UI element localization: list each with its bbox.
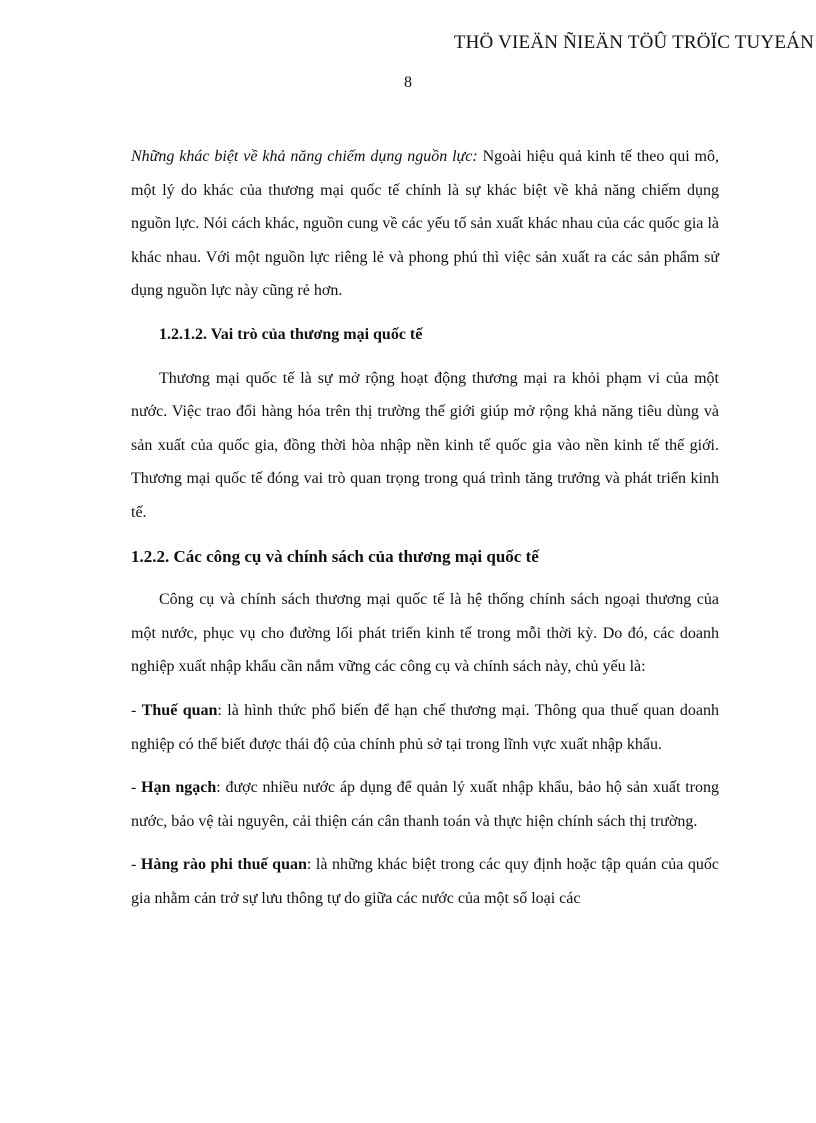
paragraph-lead: Những khác biệt về khả năng chiếm dụng nguồn lực: <box>131 148 478 165</box>
list-bullet: - <box>131 779 142 797</box>
list-term: Hàng rào phi thuế quan <box>140 856 307 874</box>
list-bullet: - <box>131 856 141 874</box>
page-number: 8 <box>404 74 412 91</box>
list-text: : là những khác biệt trong các quy định hoặc tập quán của quốc gia nhằm cản trở sự lưu thông tự do giữa các nước của một số loại các <box>131 856 720 907</box>
document-body <box>131 140 719 915</box>
list-text: : được nhiều nước áp dụng để quản lý xuất nhập khẩu, bảo hộ sản xuất trong nước, bảo vệ tài nguyên, cải thiện cán cân thanh toán và thực hiện chính sách thị trường. <box>131 779 719 830</box>
list-item-tariff <box>131 694 719 761</box>
running-header: THÖ VIEÄN ÑIEÄN TÖÛ TRÖÏC TUYEÁN <box>453 32 814 53</box>
list-term: Hạn ngạch <box>141 779 217 797</box>
paragraph-role-of-trade: Thương mại quốc tế là sự mở rộng hoạt động thương mại ra khỏi phạm vi của một nước. Việc trao đổi hàng hóa trên thị trường thế giới giúp mở rộng khả năng tiêu dùng và sản xuất của quốc gia, đồng thời hòa nhập nền kinh tế quốc gia vào nền kinh tế thế giới. Thương mại quốc tế đóng vai trò quan trọng trong quá trình tăng trưởng và phát triển kinh tế. <box>131 369 719 521</box>
list-item-non-tariff-barrier <box>131 848 719 915</box>
section-heading-1-2-2: 1.2.2. Các công cụ và chính sách của thương mại quốc tế <box>131 546 539 566</box>
list-bullet: - <box>131 701 142 719</box>
list-term: Thuế quan <box>141 701 218 719</box>
list-text: : là hình thức phổ biến để hạn chế thương mại. Thông qua thuế quan doanh nghiệp có thể biết được thái độ của chính phủ sở tại trong lĩnh vực xuất nhập khẩu. <box>131 701 720 753</box>
paragraph-resource-differences <box>131 140 719 308</box>
section-heading-1-2-1-2: 1.2.1.2. Vai trò của thương mại quốc tế <box>159 325 423 343</box>
list-item-quota <box>131 771 719 838</box>
paragraph-text: Ngoài hiệu quả kinh tế theo qui mô, một lý do khác của thương mại quốc tế chính là sự khác biệt về khả năng chiếm dụng nguồn lực. Nói cách khác, nguồn cung về các yếu tố sản xuất khác nhau của các quốc gia là khác nhau. Với một nguồn lực riêng lẻ và phong phú thì việc sản xuất ra các sản phẩm sử dụng nguồn lực này cũng rẻ hơn. <box>131 148 719 300</box>
paragraph-tools-and-policies: Công cụ và chính sách thương mại quốc tế là hệ thống chính sách ngoại thương của một nước, phục vụ cho đường lối phát triển kinh tế trong mỗi thời kỳ. Do đó, các doanh nghiệp xuất nhập khẩu cần nắm vững các công cụ và chính sách này, chủ yếu là: <box>131 591 719 676</box>
